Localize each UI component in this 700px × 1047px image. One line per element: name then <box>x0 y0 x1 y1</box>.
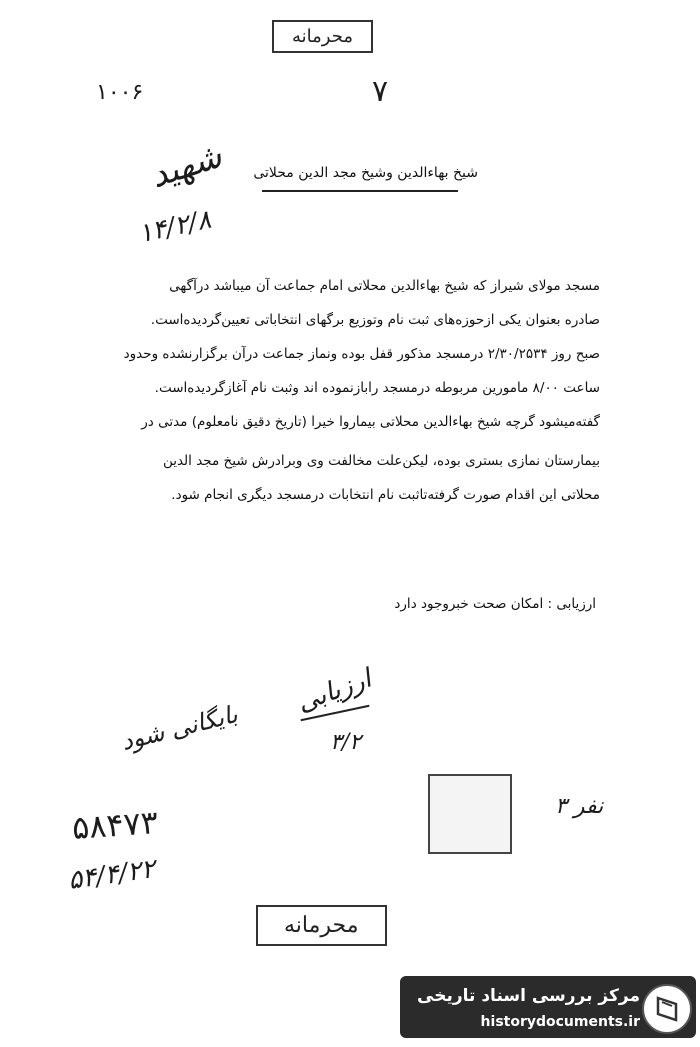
heading-handwritten-signature: شهید <box>145 135 227 197</box>
heading-underline <box>262 190 458 192</box>
small-stamp-box <box>428 774 512 854</box>
bottom-confidential-stamp: محرمانه <box>256 905 387 946</box>
page-marker: ۷ <box>372 74 389 109</box>
handwritten-note-left-date: ۵۴/۴/۲۲ <box>66 854 158 896</box>
handwritten-note-left-top: بایگانی شود <box>118 700 241 756</box>
handwritten-note-right: نفر ۳ <box>555 794 604 819</box>
watermark-url: historydocuments.ir <box>480 1014 640 1030</box>
paragraph-line: محلاتی این اقدام صورت گرفته‌تاثبت نام انتخابات درمسجد دیگری انجام شود. <box>171 487 600 503</box>
paragraph-line: صبح روز ۲/۳۰/۲۵۳۴ درمسجد مذکور قفل بوده ونماز جماعت درآن برگزارنشده وحدود <box>123 346 600 362</box>
document-number: ۱۰۰۶ <box>96 80 144 105</box>
document-logo-icon <box>642 984 692 1034</box>
document-heading: شیخ بهاءالدین وشیخ مجد الدین محلاتی <box>253 165 478 181</box>
watermark-title: مرکز بررسی اسناد تاریخی <box>417 986 640 1006</box>
paragraph-line: صادره بعنوان یکی ازحوزه‌های ثبت نام وتوزیع برگهای انتخاباتی تعیین‌گردیده‌است. <box>150 312 600 328</box>
paragraph-line: ساعت ۸/۰۰ مامورین مربوطه درمسجد رابازنموده اند وثبت نام آغازگردیده‌است. <box>154 380 600 396</box>
handwritten-note-left-number: ۵۸۴۷۳ <box>70 803 160 847</box>
handwritten-note-center-small: ۳/۲ <box>330 730 362 755</box>
paragraph-line: گفته‌میشود گرچه شیخ بهاءالدین محلاتی بیماروا خیرا (تاریخ دقیق نامعلوم) مدتی در <box>141 414 600 430</box>
heading-handwritten-date: ۱۴/۲/۸ <box>135 204 214 250</box>
handwritten-note-center: ارزیابی <box>293 663 376 719</box>
paragraph-line: مسجد مولای شیراز که شیخ بهاءالدین محلاتی امام جماعت آن میباشد درآگهی <box>169 278 600 294</box>
paragraph-line: بیمارستان نمازی بستری بوده، لیکن‌علت مخالفت وی وبرادرش شیخ مجد الدین <box>162 453 600 469</box>
top-confidential-stamp: محرمانه <box>272 20 373 53</box>
assessment-line: ارزیابی : امکان صحت خبروجود دارد <box>394 596 596 612</box>
